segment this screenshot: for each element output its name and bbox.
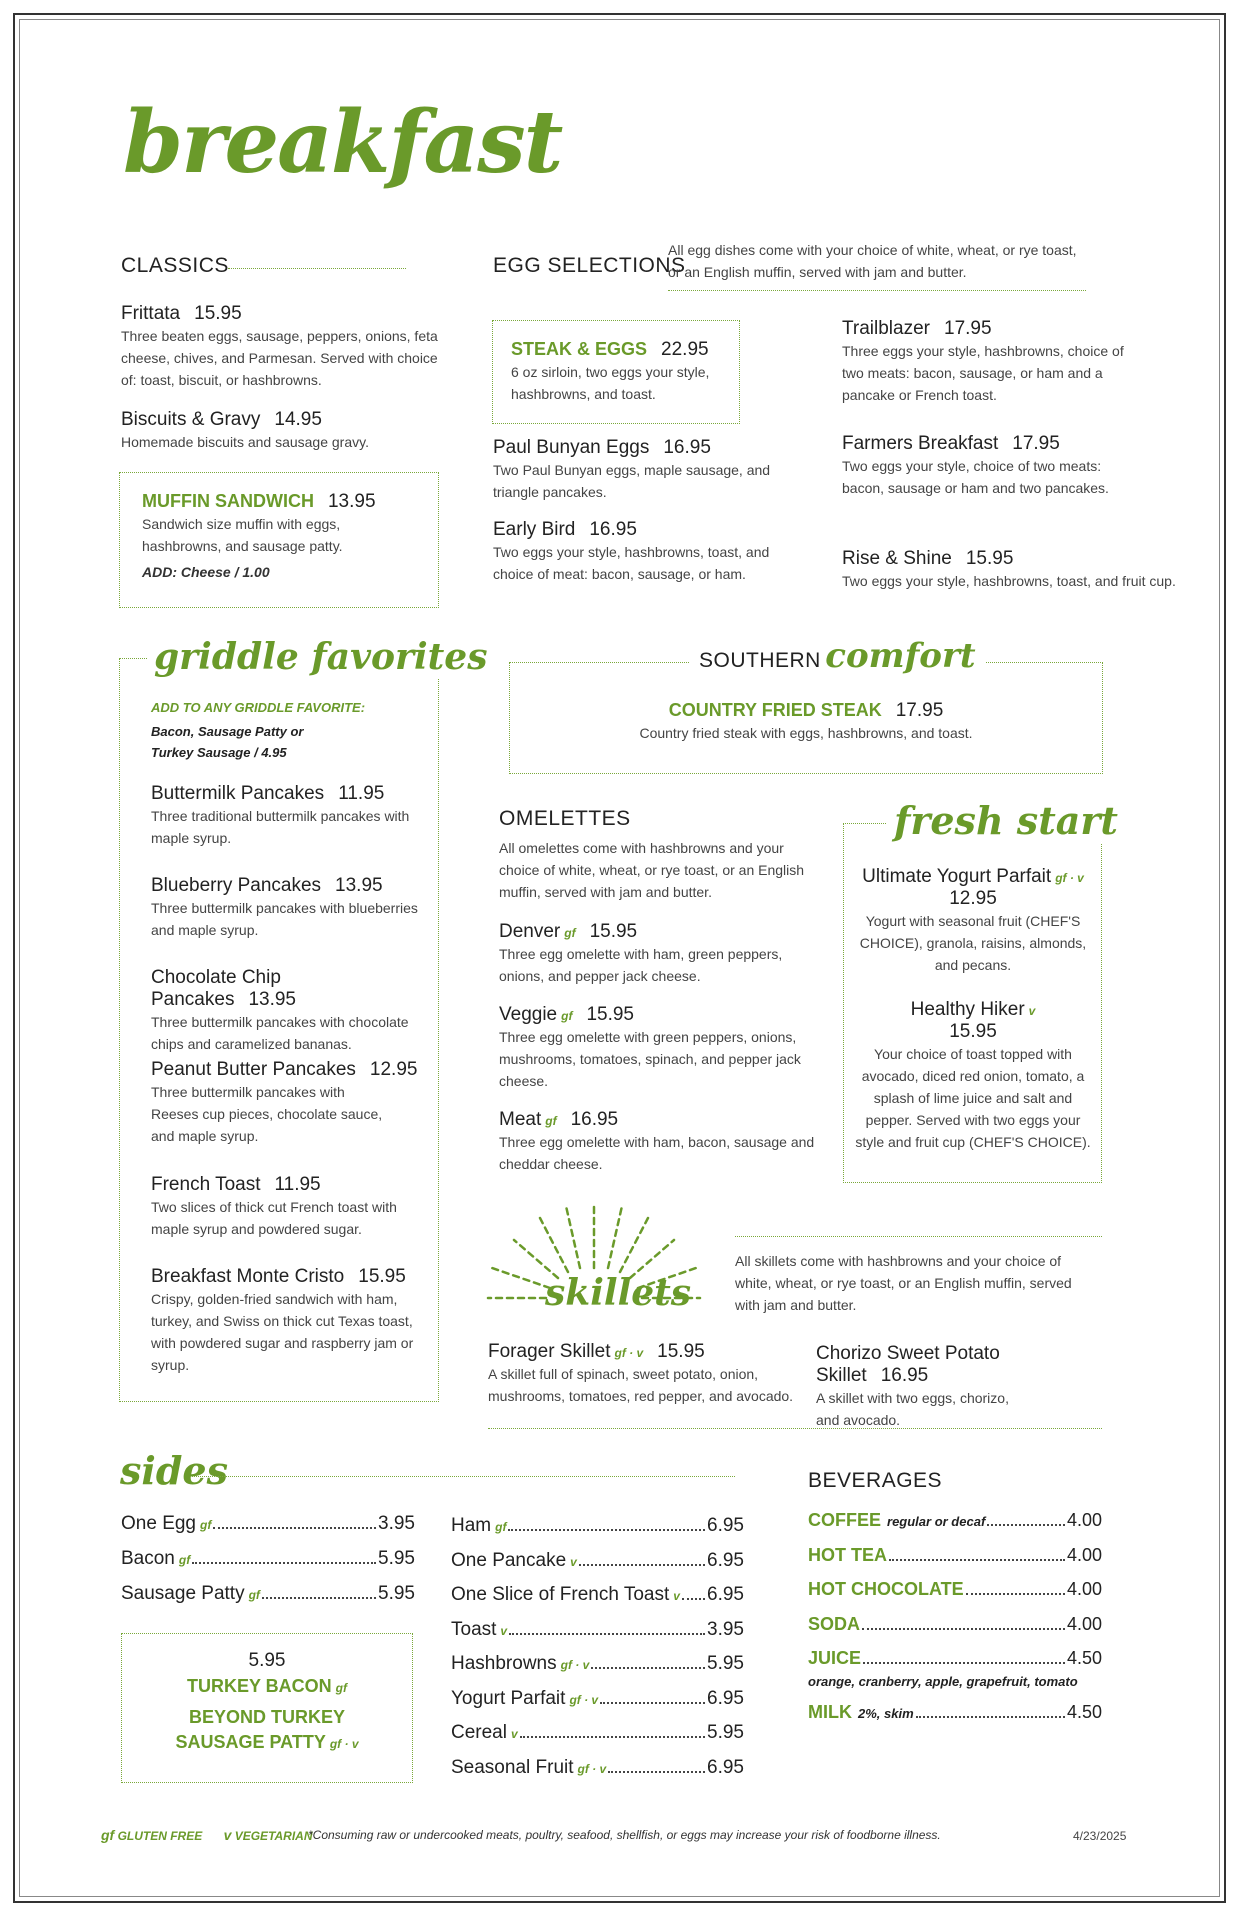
fresh-start-heading: fresh start [886,798,1126,843]
item-note: 2%, skim [858,1706,914,1721]
muffin-sandwich-box [119,472,439,608]
side-item [451,1653,744,1688]
item-name: MILK [808,1702,852,1722]
leader-dots [520,1736,705,1738]
leader-dots [262,1597,376,1599]
menu-item [842,433,1142,499]
vegetarian-icon: v [223,1827,232,1843]
disclaimer: *Consuming raw or undercooked meats, poultry, seafood, shellfish, or eggs may increase your risk of foodborne illness. [308,1828,941,1842]
item-desc: Three beaten eggs, sausage, peppers, onions, feta cheese, chives, and Parmesan. Served with choice of: toast, biscuit, or hashbrowns. [121,328,438,388]
item-price: 15.95 [589,921,638,942]
item-name: STEAK & EGGS [511,339,648,359]
gluten-free-vegetarian-icon: gf · v [614,1346,644,1360]
item-desc: Yogurt with seasonal fruit (CHEF'S CHOICE), granola, raisins, almonds, and pecans. [859,913,1087,973]
item-price: 3.95 [378,1513,415,1534]
menu-item [121,303,451,391]
southern-heading-b: comfort [825,636,976,676]
gluten-free-icon: gf [101,1827,115,1843]
item-price: 4.50 [1066,1648,1102,1668]
box-price: 5.95 [248,1650,286,1671]
addon-label: ADD TO ANY GRIDDLE FAVORITE: [151,700,366,715]
item-price: 17.95 [895,700,944,721]
leader-dots [863,1662,1065,1664]
item-name: One Slice of French Toast [451,1584,670,1605]
item-name: Sausage Patty [121,1583,245,1604]
omelettes-note: All omelettes come with hashbrowns and your choice of white, wheat, or rye toast, or an English muffin, served with jam and butter. [499,840,805,900]
side-item [121,1513,415,1548]
item-price: 16.95 [570,1109,619,1130]
item-name: Rise & Shine [842,548,952,569]
item-name: Chorizo Sweet Potato Skillet [816,1343,1000,1386]
item-desc: Three egg omelette with ham, bacon, sausage and cheddar cheese. [499,1134,815,1172]
side-item [451,1757,744,1792]
menu-item [151,1266,431,1376]
item-desc: Three buttermilk pancakes with chocolate chips and caramelized bananas. [151,1014,409,1052]
item-name: Early Bird [493,519,576,540]
side-item [451,1584,744,1619]
item-desc: Three egg omelette with green peppers, onions, mushrooms, tomatoes, spinach, and pepper jack cheese. [499,1029,801,1089]
menu-item [499,921,819,987]
menu-item [151,1174,431,1240]
item-name: Blueberry Pancakes [151,875,322,896]
leader-dots [862,1628,1065,1630]
item-price: 11.95 [338,783,385,804]
item-name: HOT CHOCOLATE [808,1579,964,1599]
item-desc: A skillet full of spinach, sweet potato, onion, mushrooms, tomatoes, red pepper, and avocado. [488,1366,794,1404]
item-name: Meat [499,1109,542,1130]
southern-heading-a: SOUTHERN [699,649,821,672]
item-desc: Your choice of toast topped with avocado, diced red onion, tomato, a splash of lime juice and salt and pepper. Served with two eggs your style and fruit cup (CHEF'S CHOICE). [855,1046,1091,1150]
item-name: Biscuits & Gravy [121,409,261,430]
item-price: 4.00 [1066,1544,1102,1565]
item-price: 22.95 [661,339,709,360]
item-name: Frittata [121,303,181,324]
item-price: 17.95 [1012,433,1060,454]
item-name: Farmers Breakfast [842,433,999,454]
gluten-free-icon: gf [561,1009,573,1023]
gluten-free-vegetarian-icon: gf · v [560,1658,590,1672]
leader-dots [987,1524,1065,1526]
item-desc: Two eggs your style, hashbrowns, toast, and fruit cup. [842,573,1176,589]
gluten-free-vegetarian-icon: gf · v [1055,871,1084,885]
beverage-item [808,1510,1102,1545]
item-name: Cereal [451,1722,507,1743]
sides-col1 [121,1513,415,1618]
gluten-free-label: GLUTEN FREE [117,1829,203,1843]
vegetarian-label: VEGETARIAN [234,1829,313,1843]
item-name: Yogurt Parfait [451,1687,566,1709]
menu-item [151,967,431,1055]
item-desc: Three eggs your style, hashbrowns, choice of two meats: bacon, sausage, or ham and a pancake or French toast. [842,343,1124,403]
item-note: regular or decaf [887,1514,986,1529]
page-title: breakfast [123,92,562,193]
gluten-free-icon: gf [200,1518,212,1532]
griddle-addon [151,700,421,763]
item-price: 4.00 [1066,1613,1102,1634]
sides-heading: sides [120,1448,228,1493]
add-on: ADD: Cheese / 1.00 [142,564,270,580]
item-price: 11.95 [274,1174,321,1195]
menu-item [121,409,451,453]
menu-item [816,1343,1116,1431]
leader-dots [591,1667,705,1669]
skillets-note: All skillets come with hashbrowns and your choice of white, wheat, or rye toast, or an English muffin, served with jam and butter. [735,1253,1072,1313]
item-name: JUICE [808,1648,862,1668]
item-desc: A skillet with two eggs, chorizo, and avocado. [816,1390,1009,1428]
item-price: 4.00 [1066,1510,1102,1530]
item-price: 15.95 [194,303,242,324]
item-name: MUFFIN SANDWICH [142,491,314,511]
item-name: One Pancake [451,1549,567,1571]
item-name: Denver [499,921,561,942]
turkey-box [121,1633,413,1783]
item-price: 13.95 [327,491,376,512]
item-name: Seasonal Fruit [451,1756,574,1778]
item-price: 15.95 [657,1341,705,1362]
item-name: French Toast [151,1174,261,1195]
leader-dots [508,1529,705,1531]
item-desc: 6 oz sirloin, two eggs your style, hashbrowns, and toast. [511,364,710,402]
item-name: Breakfast Monte Cristo [151,1266,345,1287]
vegetarian-icon: v [1028,1004,1036,1018]
vegetarian-icon: v [673,1589,680,1603]
item-price: 5.95 [707,1722,744,1743]
menu-item [499,1109,819,1175]
item-name: SAUSAGE PATTY [175,1732,326,1752]
gluten-free-vegetarian-icon: gf · v [577,1761,607,1776]
menu-item [842,548,1182,592]
side-item [121,1583,415,1618]
side-item [451,1619,744,1654]
leader-dots [608,1771,705,1773]
menu-date: 4/23/2025 [1073,1829,1127,1843]
item-name: HOT TEA [808,1544,887,1565]
item-desc: Three traditional buttermilk pancakes with maple syrup. [151,808,410,846]
item-price: 15.95 [358,1266,406,1287]
item-name: Bacon [121,1548,175,1569]
side-item [451,1515,744,1550]
addon-items: Bacon, Sausage Patty or Turkey Sausage / 4.95 [151,724,304,760]
item-desc: Two eggs your style, choice of two meats: bacon, sausage or ham and two pancakes. [842,458,1109,496]
gluten-free-icon: gf [564,926,576,940]
menu-item [151,1059,431,1147]
beverage-item [808,1579,1102,1614]
item-price: 4.50 [1066,1702,1102,1722]
gluten-free-vegetarian-icon: gf · v [329,1737,359,1751]
menu-item [493,437,793,503]
item-name: Ultimate Yogurt Parfait [862,866,1052,887]
gluten-free-icon: gf [178,1553,191,1567]
menu-item [499,1004,819,1092]
menu-item [151,783,431,849]
item-desc: Three buttermilk pancakes with Reeses cup pieces, chocolate sauce, and maple syrup. [151,1084,383,1144]
item-price: 3.95 [707,1618,744,1640]
griddle-heading: griddle favorites [148,636,493,678]
item-name: Trailblazer [842,318,930,339]
skillets-divider [735,1236,1102,1237]
item-price: 17.95 [944,318,992,339]
item-name: Ham [451,1515,492,1536]
item-price: 6.95 [707,1756,744,1778]
leader-dots [966,1593,1065,1595]
side-item [451,1550,744,1585]
item-price: 6.95 [707,1515,744,1536]
item-desc: Homemade biscuits and sausage gravy. [121,434,369,450]
sides-divider [190,1476,735,1477]
item-name: One Egg [121,1513,196,1534]
leader-dots [889,1559,1065,1561]
vegetarian-icon: v [570,1554,577,1569]
leader-dots [579,1564,705,1566]
item-name: Healthy Hiker [910,999,1025,1020]
item-desc: Country fried steak with eggs, hashbrowns, and toast. [639,725,973,741]
menu-item [853,999,1093,1153]
item-price: 6.95 [707,1549,744,1571]
menu-item [509,700,1103,744]
menu-item [842,318,1142,406]
item-name: Paul Bunyan Eggs [493,437,650,458]
item-price: 6.95 [707,1687,744,1709]
item-price: 13.95 [335,875,383,896]
item-desc: Two slices of thick cut French toast with maple syrup and powdered sugar. [151,1199,397,1237]
item-price: 4.00 [1066,1579,1102,1599]
leader-dots [192,1562,376,1564]
item-price: 16.95 [880,1365,929,1386]
classics-divider [228,268,406,269]
item-price: 12.95 [369,1059,418,1080]
eggs-heading: EGG SELECTIONS [493,254,686,277]
item-price: 5.95 [378,1583,415,1604]
item-name: Buttermilk Pancakes [151,783,325,804]
item-desc: Crispy, golden-fried sandwich with ham, turkey, and Swiss on thick cut Texas toast, with powdered sugar and raspberry jam or syrup. [151,1291,414,1373]
leader-dots [916,1716,1065,1718]
eggs-divider [668,290,1086,291]
omelettes-heading: OMELETTES [499,807,631,830]
southern-heading [689,636,986,676]
item-name: Toast [451,1618,497,1640]
item-desc: Two eggs your style, hashbrowns, toast, and choice of meat: bacon, sausage, or ham. [493,544,770,582]
item-name: COUNTRY FRIED STEAK [668,700,882,720]
item-desc: Two Paul Bunyan eggs, maple sausage, and triangle pancakes. [493,462,771,500]
leader-dots [509,1633,705,1635]
skillets-bottom-divider [488,1428,1102,1429]
item-name: Peanut Butter Pancakes [151,1059,356,1080]
menu-item [493,519,793,585]
beverage-item [808,1614,1102,1649]
side-item [451,1688,744,1723]
leader-dots [213,1527,376,1529]
gluten-free-icon: gf [545,1114,557,1128]
item-price: 5.95 [378,1548,415,1569]
beverage-item [808,1545,1102,1580]
item-name: SODA [808,1613,861,1634]
item-name: Forager Skillet [488,1341,611,1362]
menu-item [488,1341,808,1407]
item-desc: Three egg omelette with ham, green peppers, onions, and pepper jack cheese. [499,946,783,984]
gluten-free-vegetarian-icon: gf · v [569,1692,599,1707]
gluten-free-icon: gf [495,1520,507,1534]
item-name: BEYOND TURKEY [188,1707,345,1727]
footer-legend [101,1827,313,1843]
beverages-heading: BEVERAGES [808,1469,943,1492]
item-name: COFFEE [808,1510,882,1530]
side-item [451,1722,744,1757]
leader-dots [682,1598,705,1600]
eggs-note: All egg dishes come with your choice of white, wheat, or rye toast, or an English muffin, served with jam and butter. [668,242,1077,280]
gluten-free-icon: gf [335,1681,347,1695]
juice-options: orange, cranberry, apple, grapefruit, tomato [808,1674,1078,1689]
leader-dots [600,1702,705,1704]
vegetarian-icon: v [510,1727,518,1741]
item-price: 12.95 [949,888,997,909]
item-price: 16.95 [589,519,637,540]
item-price: 14.95 [274,409,322,430]
item-desc: Sandwich size muffin with eggs, hashbrowns, and sausage patty. [142,516,343,554]
menu-item [151,875,431,941]
beverage-item [808,1702,1102,1737]
beverages-list [808,1510,1102,1737]
vegetarian-icon: v [500,1623,508,1638]
item-name: Hashbrowns [451,1653,557,1674]
beverage-item [808,1648,1102,1674]
item-price: 15.95 [586,1004,634,1025]
item-price: 15.95 [949,1021,997,1042]
item-price: 13.95 [248,989,296,1010]
item-name: Veggie [499,1004,558,1025]
item-price: 16.95 [663,437,711,458]
sides-col2 [451,1515,744,1791]
item-name: TURKEY BACON [186,1676,332,1696]
gluten-free-icon: gf [248,1588,260,1602]
item-name: Chocolate Chip Pancakes [151,967,281,1010]
skillets-heading: skillets [545,1272,692,1314]
item-price: 5.95 [707,1653,744,1674]
item-price: 6.95 [707,1584,744,1605]
item-price: 15.95 [965,548,1014,569]
side-item [121,1548,415,1583]
item-desc: Three buttermilk pancakes with blueberries and maple syrup. [151,900,418,938]
classics-heading: CLASSICS [121,254,229,277]
menu-item [853,866,1093,976]
steak-eggs-box [492,320,740,424]
